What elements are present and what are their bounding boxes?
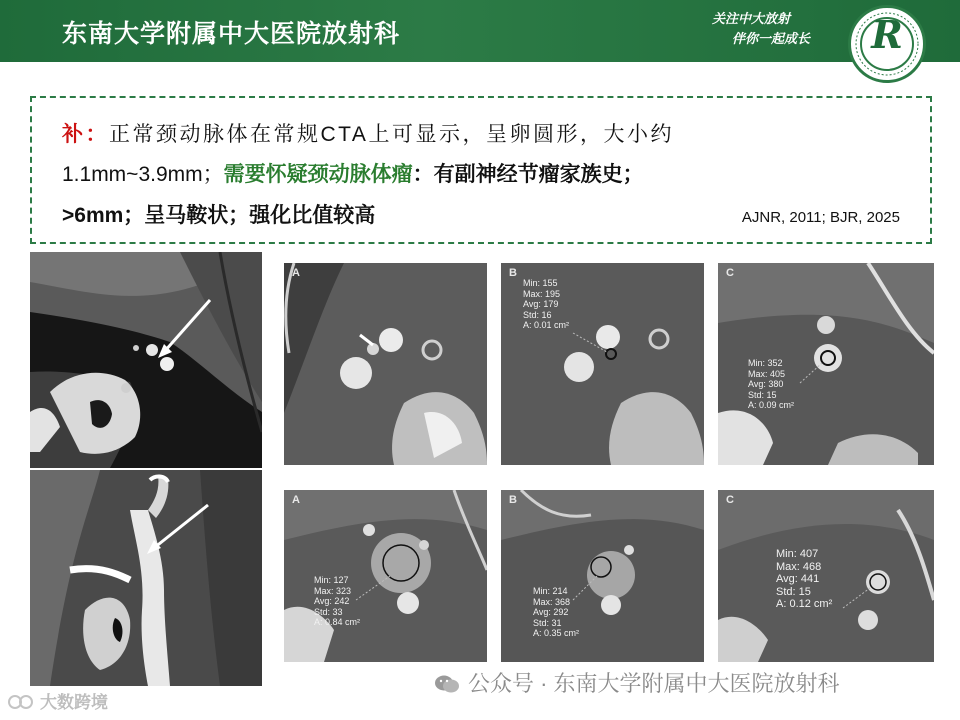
watermark xyxy=(6,688,108,713)
link-icon xyxy=(6,693,40,711)
page-title: 东南大学附属中大医院放射科 xyxy=(62,19,401,48)
note-prefix: 补： xyxy=(62,123,109,146)
roi-measurements: Min: 407 Max: 468 Avg: 441 Std: 15 A: 0.12 cm² xyxy=(776,548,833,610)
note-line-1 xyxy=(62,118,674,148)
watermark-text: 大数跨境 xyxy=(40,693,108,712)
ct-axial-left xyxy=(30,252,262,468)
footer-credit xyxy=(434,667,840,698)
header-bar xyxy=(0,0,960,62)
roi-measurements: Min: 127 Max: 323 Avg: 242 Std: 33 A: 0.84 cm² xyxy=(314,575,361,627)
ct-panel-top-c xyxy=(718,263,934,465)
ct-sagittal-left xyxy=(30,470,262,686)
panel-label: C xyxy=(726,494,734,506)
ct-panel-bottom-a xyxy=(284,490,487,662)
note-box xyxy=(30,96,932,244)
panel-label: A xyxy=(292,267,300,279)
panel-label: B xyxy=(509,494,517,506)
roi-measurements: Min: 352 Max: 405 Avg: 380 Std: 15 A: 0.09 cm² xyxy=(748,358,795,410)
roi-measurements: Min: 155 Max: 195 Avg: 179 Std: 16 A: 0.01 cm² xyxy=(523,278,570,330)
roi-measurements: Min: 214 Max: 368 Avg: 292 Std: 31 A: 0.35 cm² xyxy=(533,586,580,638)
note-line-2-text: 1.1mm~3.9mm； xyxy=(62,163,224,186)
note-criteria: ：有副神经节瘤家族史； xyxy=(412,163,644,186)
footer-text: 公众号 · 东南大学附属中大医院放射科 xyxy=(468,671,840,696)
panel-label: A xyxy=(292,494,300,506)
wechat-icon xyxy=(434,674,460,694)
header-motto xyxy=(712,10,810,50)
note-highlight: 需要怀疑颈动脉体瘤 xyxy=(223,163,413,186)
hospital-logo-icon: R xyxy=(848,5,926,83)
motto-line-1: 关注中大放射 xyxy=(712,12,791,27)
panel-label: C xyxy=(726,267,734,279)
note-line-2 xyxy=(62,158,644,188)
ct-panel-top-b xyxy=(501,263,704,465)
motto-line-2: 伴你一起成长 xyxy=(732,32,811,47)
panel-label: B xyxy=(509,267,517,279)
ct-panel-top-a xyxy=(284,263,487,465)
ct-panel-bottom-c xyxy=(718,490,934,662)
citation: AJNR, 2011; BJR, 2025 xyxy=(741,209,900,226)
note-line-3: >6mm；呈马鞍状；强化比值较高 xyxy=(62,204,376,227)
ct-panel-bottom-b xyxy=(501,490,704,662)
note-line-1-text: 正常颈动脉体在常规CTA上可显示，呈卵圆形，大小约 xyxy=(109,123,674,146)
